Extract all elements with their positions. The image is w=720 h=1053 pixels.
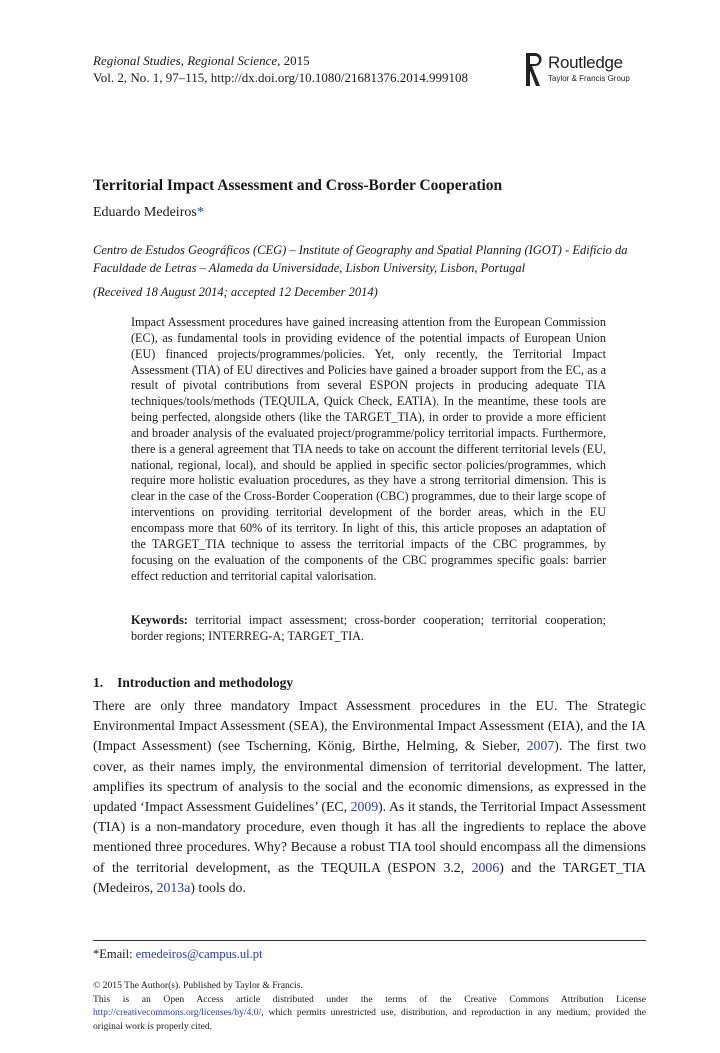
footnote-email [93,947,262,962]
journal-name: Regional Studies, Regional Science [93,53,278,68]
citation-link[interactable]: 2006 [471,859,500,875]
body-paragraph [93,696,646,898]
publisher-subtitle: Taylor & Francis Group [548,74,630,83]
keywords-label: Keywords: [131,613,188,627]
body-text-2: ). The first two cover, as their names imply, the environmental dimension of territorial development. The latter, amplifies its spectrum of analysis to the social and the economic dimensions, as expressed in the updated ‘Impact Assessment Guidelines’ (EC, [93,738,646,815]
journal-header [93,52,468,86]
body-text-3: ). As it stands, the Territorial Impact Assessment (TIA) is a non-mandatory procedure, even though it has all the ingredients to replace the above mentioned three procedures. Why? Because a robust TIA tool should encompass all the dimensions of the territorial development, as the TEQUILA (ESPON 3.2, [93,799,646,875]
publisher-name: Routledge [548,53,623,72]
received-dates: (Received 18 August 2014; accepted 12 December 2014) [93,285,378,299]
email-link[interactable]: emedeiros@campus.ul.pt [135,947,263,961]
body-text-1: There are only three mandatory Impact Assessment procedures in the EU. The Strategic Environmental Impact Assessment (SEA), the Environmental Impact Assessment (EIA), and the IA (Impact Assessment) (see Tscherning, König, Birthe, Helming, & Sieber, [93,698,646,754]
license-text-a: This is an Open Access article distributed under the terms of the Creative Commons Attribution License [93,993,646,1005]
journal-year: , 2015 [277,53,310,68]
routledge-logo-icon [526,53,542,86]
author-name: Eduardo Medeiros [93,205,197,220]
copyright-notice [93,979,646,1033]
body-text-5: ) tools do. [190,879,246,895]
body-text-4: ) and the TARGET_TIA (Medeiros, [93,859,646,895]
license-text-b: , which permits unrestricted use, distribution, and reproduction in any medium, provided the original work is properly cited. [93,1007,646,1032]
article-title: Territorial Impact Assessment and Cross-Border Cooperation [93,177,503,194]
section-number: 1. [93,675,104,690]
citation-link[interactable]: 2013a [156,879,191,895]
abstract: Impact Assessment procedures have gained increasing attention from the European Commission (EC), as fundamental tools in providing evidence of the potential impacts of European Union (EU) financed projects/programmes/policies. Yet, only recently, the Territorial Impact Assessment (TIA) of EU directives and Policies have gained a broader support from the EC, as a result of pivotal contributions from several ESPON projects in producing adequate TIA techniques/tools/methods (TEQUILA, Quick Check, EATIA). In the meantime, these tools are being perfected, alongside others (like the TARGET_TIA), in order to provide a more efficient and broader analysis of the evaluated project/programme/policy territorial impacts. Furthermore, there is a general agreement that TIA needs to take on account the different territorial levels (EU, national, regional, local), and should be applied in specific sector policies/programmes, which require more holistic evaluation procedures, as they have a strong territorial dimension. This is clear in the case of the Cross-Border Cooperation (CBC) programmes, due to their large scope of interventions on providing territorial development of the border areas, which in the EU encompass more that 60% of its territory. In light of this, this article proposes an adaptation of the TARGET_TIA technique to assess the territorial impacts of the CBC programmes, by focusing on the evaluation of the components of the CBC programmes specific goals: barrier effect reduction and territorial capital valorisation. [131,315,606,583]
citation-link[interactable]: 2009 [350,799,379,815]
license-link[interactable]: http://creativecommons.org/licenses/by/4.0/ [93,1007,262,1018]
copyright-line: © 2015 The Author(s). Published by Taylor & Francis. [93,980,303,991]
affiliation: Centro de Estudos Geográficos (CEG) – Institute of Geography and Spatial Planning (IGOT) - Edifício da Faculdade de Letras – Alameda da Universidade, Lisbon University, Lisbon, Portugal [93,243,628,275]
journal-volume-line: Vol. 2, No. 1, 97–115, http://dx.doi.org/10.1080/21681376.2014.999108 [93,70,468,85]
publisher-logo [526,53,646,89]
section-title: Introduction and methodology [117,675,294,690]
author-line [93,205,204,221]
author-footnote-link[interactable]: * [196,205,204,220]
citation-link[interactable]: 2007 [526,738,555,754]
license-text [93,993,646,1034]
keywords-text: territorial impact assessment; cross-border cooperation; territorial cooperation; border regions; INTERREG-A; TARGET_TIA. [131,613,606,643]
email-label: *Email: [93,947,136,961]
section-heading [93,675,293,691]
footnote-divider [93,940,646,941]
keywords [131,612,606,644]
